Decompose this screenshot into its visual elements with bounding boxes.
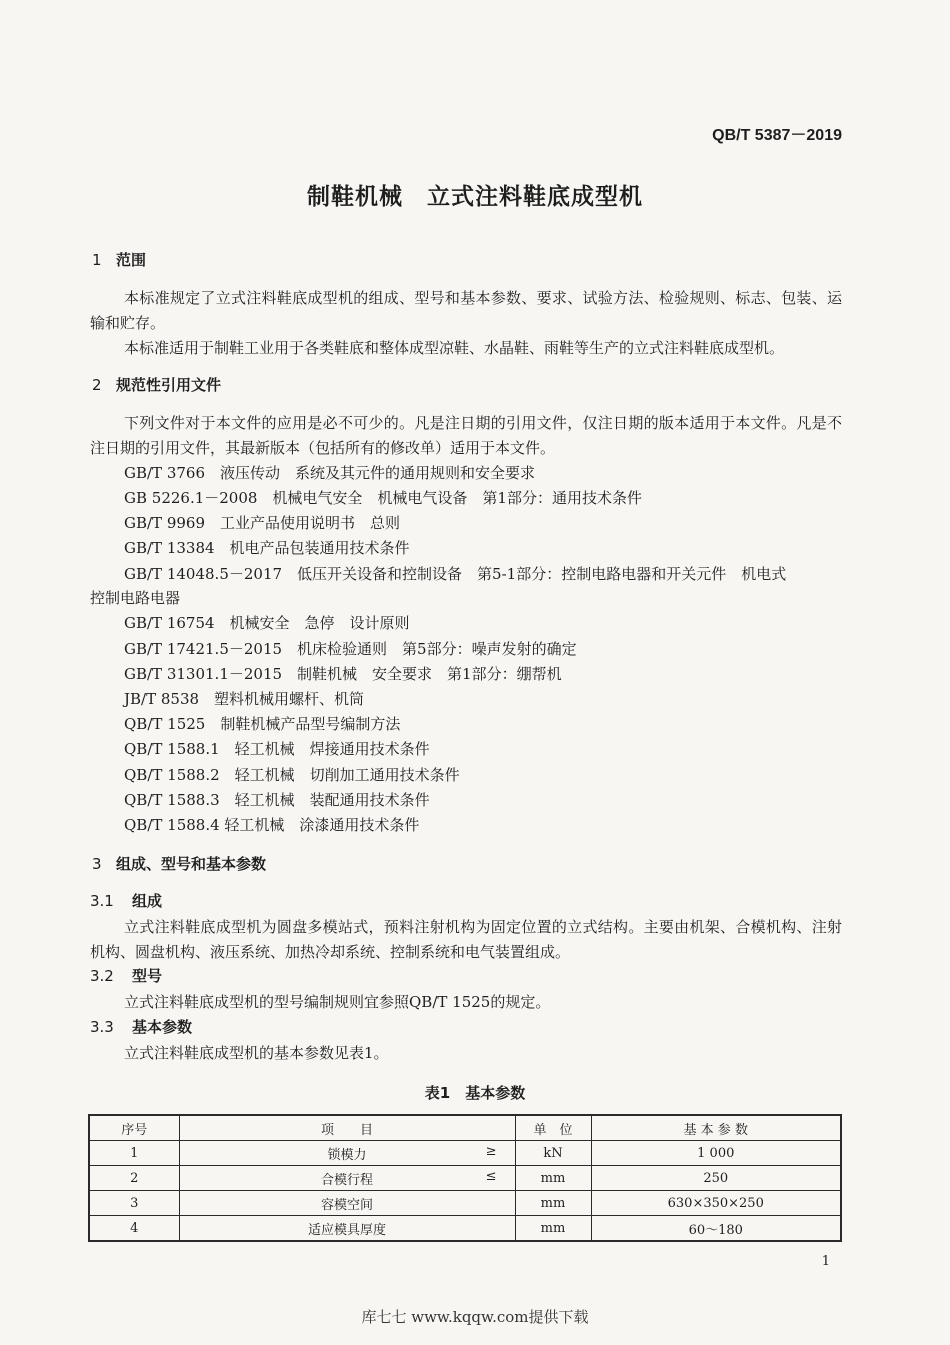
reference-item: QB/T 1525 制鞋机械产品型号编制方法: [124, 715, 401, 733]
section-title: 组成: [132, 892, 163, 910]
table-row: [89, 1166, 841, 1191]
section-number: 2: [92, 376, 102, 394]
column-header-item: 项 目: [179, 1115, 515, 1141]
item-label: 适应模具厚度: [307, 1222, 386, 1238]
section-3-heading: [92, 853, 266, 874]
cell-no: 4: [89, 1216, 179, 1242]
section-3-1-heading: [90, 890, 162, 911]
section-3-3-paragraph: 立式注料鞋底成型机的基本参数见表1。: [124, 1044, 389, 1062]
section-1-heading: [92, 249, 146, 270]
document-number: QB/T 5387－2019: [712, 127, 842, 144]
cell-no: 1: [89, 1141, 179, 1166]
reference-item: GB/T 16754 机械安全 急停 设计原则: [124, 614, 410, 632]
section-3-2-heading: [90, 965, 162, 986]
section-2-heading: [92, 374, 221, 395]
column-header-unit: 单 位: [515, 1115, 591, 1141]
table-caption: 表1 基本参数: [424, 1084, 526, 1102]
cell-no: 2: [89, 1166, 179, 1191]
item-label: 合模行程: [320, 1172, 373, 1188]
section-number: 3: [92, 855, 102, 873]
cell-unit: mm: [515, 1191, 591, 1216]
reference-item: GB 5226.1－2008 机械电气安全 机械电气设备 第1部分：通用技术条件: [124, 489, 642, 507]
cell-value: 250: [591, 1166, 841, 1191]
table-row: [89, 1191, 841, 1216]
cell-item: [179, 1216, 515, 1242]
reference-item: GB/T 3766 液压传动 系统及其元件的通用规则和安全要求: [124, 464, 536, 482]
reference-item: QB/T 1588.3 轻工机械 装配通用技术条件: [124, 791, 430, 809]
reference-item: GB/T 31301.1－2015 制鞋机械 安全要求 第1部分：绷帮机: [124, 665, 562, 683]
cell-item: [179, 1141, 515, 1166]
table-header-row: [89, 1115, 841, 1141]
section-3-1-paragraph: 立式注料鞋底成型机为圆盘多模站式，预料注射机构为固定位置的立式结构。主要由机架、合模机构、注射机构、圆盘机构、液压系统、加热冷却系统、控制系统和电气装置组成。: [90, 918, 842, 961]
section-title: 基本参数: [132, 1018, 193, 1036]
section-title: 规范性引用文件: [116, 376, 222, 394]
reference-item: GB/T 14048.5－2017 低压开关设备和控制设备 第5-1部分：控制电路电器和开关元件 机电式: [124, 565, 787, 583]
reference-item: GB/T 13384 机电产品包装通用技术条件: [124, 539, 410, 557]
reference-item: QB/T 1588.1 轻工机械 焊接通用技术条件: [124, 740, 430, 758]
section-number: 1: [92, 251, 102, 269]
section-1-paragraph-2: 本标准适用于制鞋工业用于各类鞋底和整体成型凉鞋、水晶鞋、雨鞋等生产的立式注料鞋底成型机。: [124, 339, 785, 357]
download-footer: 库七七 www.kqqw.com提供下载: [361, 1308, 589, 1326]
cell-value: 60～180: [591, 1216, 841, 1242]
cell-unit: mm: [515, 1216, 591, 1242]
page-title: 制鞋机械 立式注料鞋底成型机: [307, 184, 643, 210]
reference-item: QB/T 1588.4 轻工机械 涂漆通用技术条件: [124, 816, 420, 834]
comparison-symbol: ≥: [485, 1144, 497, 1159]
cell-item: [179, 1191, 515, 1216]
cell-unit: kN: [515, 1141, 591, 1166]
section-2-paragraph: 下列文件对于本文件的应用是必不可少的。凡是注日期的引用文件，仅注日期的版本适用于本文件。凡是不注日期的引用文件，其最新版本（包括所有的修改单）适用于本文件。: [90, 414, 842, 457]
section-title: 范围: [116, 251, 147, 269]
reference-item: JB/T 8538 塑料机械用螺杆、机筒: [124, 690, 365, 708]
section-3-2-paragraph: 立式注料鞋底成型机的型号编制规则宜参照QB/T 1525的规定。: [124, 993, 551, 1011]
section-title: 组成、型号和基本参数: [116, 855, 267, 873]
section-title: 型号: [132, 967, 163, 985]
cell-item: [179, 1166, 515, 1191]
page-number: 1: [821, 1254, 830, 1269]
comparison-symbol: ≤: [485, 1169, 497, 1184]
parameters-table: [88, 1114, 842, 1242]
section-3-3-heading: [90, 1016, 192, 1037]
reference-item: GB/T 17421.5－2015 机床检验通则 第5部分：噪声发射的确定: [124, 640, 577, 658]
column-header-value: 基 本 参 数: [591, 1115, 841, 1141]
cell-value: 1 000: [591, 1141, 841, 1166]
reference-item: GB/T 9969 工业产品使用说明书 总则: [124, 514, 401, 532]
section-number: 3.2: [90, 967, 114, 985]
reference-item: QB/T 1588.2 轻工机械 切削加工通用技术条件: [124, 766, 460, 784]
column-header-no: 序号: [89, 1115, 179, 1141]
reference-item-continued: 控制电路电器: [90, 589, 181, 607]
table-row: [89, 1141, 841, 1166]
cell-value: 630×350×250: [591, 1191, 841, 1216]
section-1-paragraph-1: 本标准规定了立式注料鞋底成型机的组成、型号和基本参数、要求、试验方法、检验规则、标志、包装、运输和贮存。: [90, 289, 842, 332]
item-label: 锁模力: [327, 1147, 367, 1163]
table-row: [89, 1216, 841, 1242]
section-number: 3.3: [90, 1018, 114, 1036]
cell-no: 3: [89, 1191, 179, 1216]
section-number: 3.1: [90, 892, 114, 910]
cell-unit: mm: [515, 1166, 591, 1191]
item-label: 容模空间: [320, 1197, 373, 1213]
